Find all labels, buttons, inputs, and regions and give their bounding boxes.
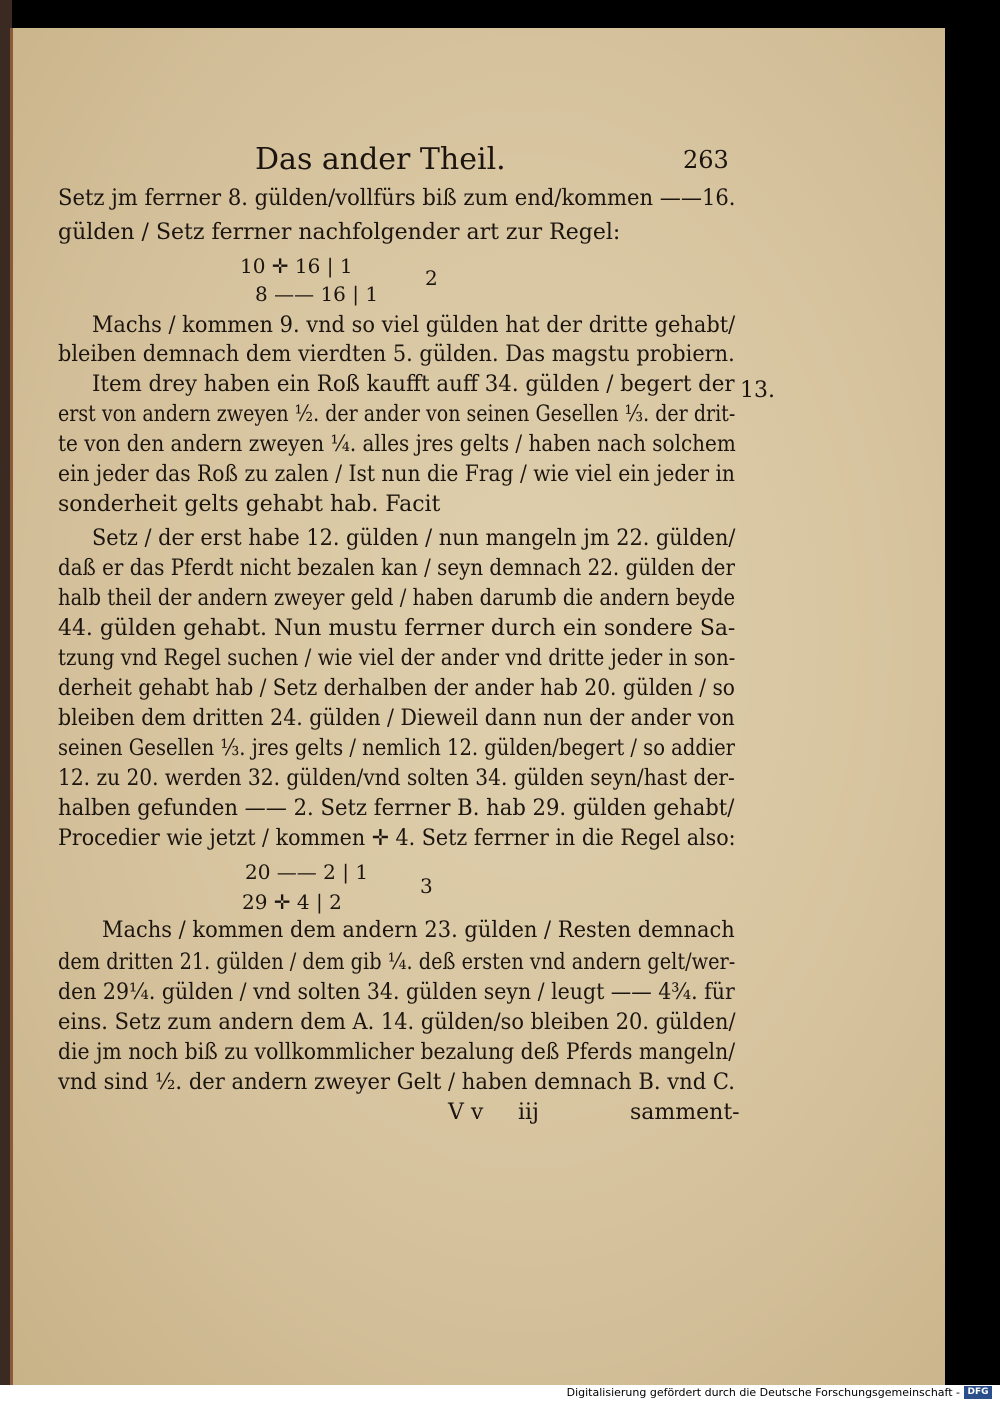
- dfg-logo: DFG: [964, 1386, 992, 1399]
- formula-row: 10 ✛ 16 | 1: [240, 254, 353, 278]
- text-line: Setz jm ferrner 8. gülden/vollfürs biß zum end/kommen ——16.: [58, 186, 736, 211]
- text-line: Setz / der erst habe 12. gülden / nun mangeln jm 22. gülden/: [92, 526, 736, 551]
- text-line: te von den andern zweyen ¼. alles jres gelts / haben nach solchem: [58, 432, 736, 457]
- text-line: Item drey haben ein Roß kaufft auff 34. gülden / begert der: [92, 372, 735, 397]
- footer-bar: [0, 1385, 1000, 1401]
- text-line: erst von andern zweyen ½. der ander von seinen Gesellen ⅓. der drit-: [58, 402, 736, 427]
- text-line: seinen Gesellen ⅓. jres gelts / nemlich 12. gülden/begert / so addier: [58, 736, 735, 761]
- text-line: Machs / kommen dem andern 23. gülden / Resten demnach: [102, 918, 735, 943]
- text-line: bleiben dem dritten 24. gülden / Dieweil dann nun der ander von: [58, 706, 735, 731]
- text-line: eins. Setz zum andern dem A. 14. gülden/so bleiben 20. gülden/: [58, 1010, 736, 1035]
- text-line: gülden / Setz ferrner nachfolgender art zur Regel:: [58, 220, 621, 245]
- text-line: die jm noch biß zu vollkommlicher bezalung deß Pferds mangeln/: [58, 1040, 736, 1065]
- formula-row: 8 —— 16 | 1: [255, 282, 379, 306]
- running-head-title: Das ander Theil.: [255, 142, 506, 177]
- margin-note: 13.: [740, 378, 775, 403]
- text-line: tzung vnd Regel suchen / wie viel der ander vnd dritte jeder in son-: [58, 646, 736, 671]
- text-line: vnd sind ½. der andern zweyer Gelt / haben demnach B. vnd C.: [58, 1070, 735, 1095]
- text-line: 44. gülden gehabt. Nun mustu ferrner durch ein sondere Sa-: [58, 616, 736, 641]
- text-line: ein jeder das Roß zu zalen / Ist nun die Frag / wie viel ein jeder in: [58, 462, 735, 487]
- text-line: halb theil der andern zweyer geld / haben darumb die andern beyde: [58, 586, 736, 611]
- text-line: Machs / kommen 9. vnd so viel gülden hat der dritte gehabt/: [92, 313, 736, 338]
- funding-notice: Digitalisierung gefördert durch die Deutsche Forschungsgemeinschaft -: [566, 1386, 960, 1399]
- text-line: halben gefunden —— 2. Setz ferrner B. hab 29. gülden gehabt/: [58, 796, 735, 821]
- text-line: daß er das Pferdt nicht bezalen kan / seyn demnach 22. gülden der: [58, 556, 735, 581]
- text-line: 12. zu 20. werden 32. gülden/vnd solten 34. gülden seyn/hast der-: [58, 766, 735, 791]
- formula-row: 20 —— 2 | 1: [245, 860, 369, 884]
- signature-mark: V v: [448, 1100, 484, 1125]
- signature-leaf: iij: [518, 1100, 539, 1125]
- formula-side-number: 2: [425, 266, 438, 290]
- text-line: derheit gehabt hab / Setz derhalben der ander hab 20. gülden / so: [58, 676, 735, 701]
- text-line: den 29¼. gülden / vnd solten 34. gülden seyn / leugt —— 4¾. für: [58, 980, 735, 1005]
- text-line: sonderheit gelts gehabt hab. Facit: [58, 492, 441, 517]
- formula-side-number: 3: [420, 874, 433, 898]
- catchword: samment-: [630, 1100, 740, 1125]
- page-number: 263: [683, 146, 729, 174]
- text-line: bleiben demnach dem vierdten 5. gülden. Das magstu probiern.: [58, 342, 735, 367]
- formula-row: 29 ✛ 4 | 2: [242, 890, 342, 914]
- text-line: Procedier wie jetzt / kommen ✛ 4. Setz ferrner in die Regel also:: [58, 826, 736, 851]
- text-line: dem dritten 21. gülden / dem gib ¼. deß ersten vnd andern gelt/wer-: [58, 950, 736, 975]
